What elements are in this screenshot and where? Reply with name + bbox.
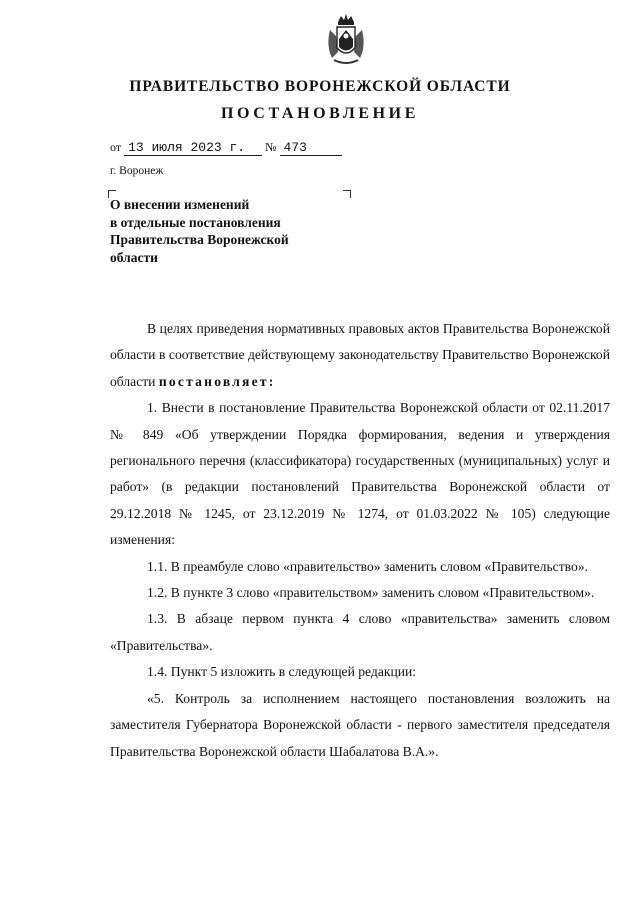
document-number: 473	[280, 140, 342, 156]
city-label: г. Воронеж	[110, 165, 164, 177]
organization-title: ПРАВИТЕЛЬСТВО ВОРОНЕЖСКОЙ ОБЛАСТИ	[129, 78, 511, 95]
subject-line: О внесении изменений	[110, 197, 250, 212]
paragraph-1-4: 1.4. Пункт 5 изложить в следующей редакции:	[147, 664, 417, 680]
preamble-paragraph	[110, 316, 610, 395]
paragraph-1-2: 1.2. В пункте 3 слово «правительством» заменить словом «Правительством».	[147, 585, 595, 601]
subject-line: Правительства Воронежской	[110, 232, 289, 247]
document-subject	[110, 196, 350, 266]
coat-of-arms-icon	[324, 12, 368, 68]
document-type-title: ПОСТАНОВЛЕНИЕ	[221, 105, 419, 122]
paragraph-1: 1. Внести в постановление Правительства Воронежской области от 02.11.2017 № 849 «Об утверждении Порядка формирования, ведения и утверждения регионального перечня (классификатора) государственных (муниципальных) услуг и работ» (в редакции постановлений Правительства Воронежской области от 29.12.2018 № 1245, от 23.12.2019 № 1274, от 01.03.2022 № 105) следующие изменения:	[110, 400, 610, 548]
number-sign: №	[265, 140, 277, 154]
document-meta-line	[110, 140, 342, 156]
document-body	[110, 316, 610, 765]
date-prefix: от	[110, 140, 122, 154]
paragraph-1-4-quote: «5. Контроль за исполнением настоящего постановления возложить на заместителя Губернатора Воронежской области - первого заместителя председателя Правительства Воронежской области Шабалатова В.А.».	[110, 690, 610, 759]
subject-line: области	[110, 249, 158, 265]
paragraph-1-1: 1.1. В преамбуле слово «правительство» заменить словом «Правительство».	[147, 558, 588, 574]
subject-line: в отдельные постановления	[110, 214, 281, 230]
preamble-text: В целях приведения нормативных правовых актов Правительства Воронежской области в соответствие действующему законодательству Правительство Воронежской области	[110, 321, 610, 389]
document-date: 13 июля 2023 г.	[124, 140, 262, 156]
paragraph-1-3: 1.3. В абзаце первом пункта 4 слово «правительства» заменить словом «Правительства».	[110, 611, 610, 653]
resolves-word: постановляет:	[158, 373, 276, 389]
